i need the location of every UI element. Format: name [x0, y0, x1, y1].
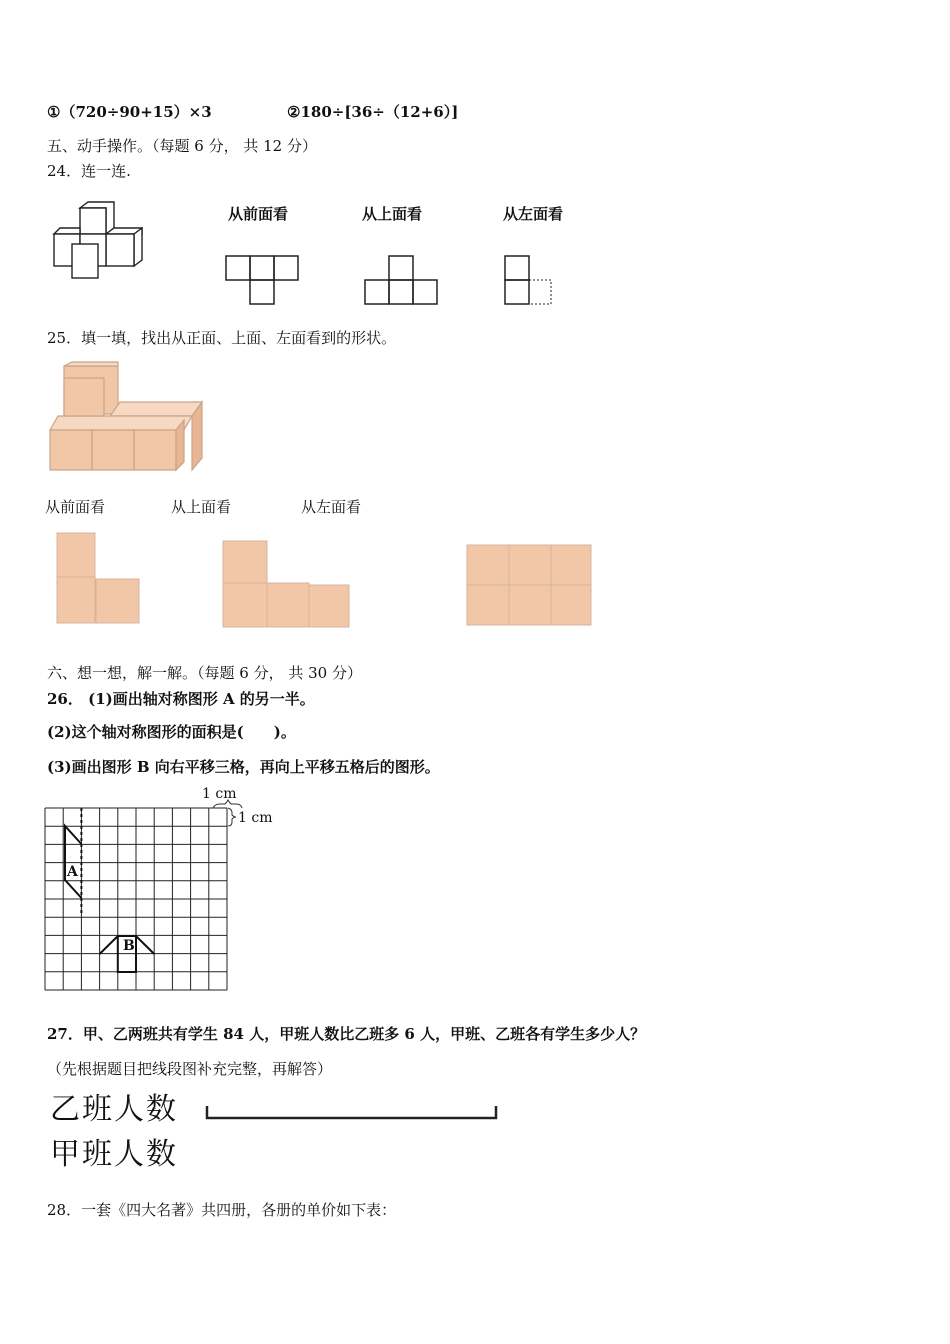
q24-front-label: 从前面看	[228, 205, 289, 223]
segment-yi[interactable]	[205, 1104, 500, 1122]
q25-shape-2[interactable]	[222, 540, 352, 630]
section-5-title: 五、动手操作。（每题 6 分， 共 12 分）	[47, 137, 317, 155]
figure-b-label: B	[123, 938, 135, 954]
expression-2: ②180÷[36÷（12+6）]	[287, 103, 459, 121]
q24-left-view[interactable]	[503, 254, 555, 306]
q26-line-3: (3)画出图形 B 向右平移三格，再向上平移五格后的图形。	[47, 758, 440, 776]
q26-line-2: (2)这个轴对称图形的面积是( )。	[47, 723, 296, 741]
q24-cube-figure	[50, 200, 150, 282]
q25-title: 25．填一填，找出从正面、上面、左面看到的形状。	[47, 329, 397, 347]
section-6-title: 六、想一想，解一解。（每题 6 分， 共 30 分）	[47, 664, 362, 682]
q24-top-label: 从上面看	[362, 205, 423, 223]
q27-line-2: （先根据题目把线段图补充完整，再解答）	[47, 1060, 333, 1078]
q25-top-label: 从上面看	[171, 498, 232, 516]
figure-a-label: A	[67, 864, 78, 880]
expression-1: ①（720÷90+15）×3	[47, 103, 212, 121]
q24-left-label: 从左面看	[503, 205, 564, 223]
label-yi-class: 乙班人数	[50, 1092, 178, 1127]
q25-shape-1[interactable]	[56, 532, 142, 626]
q25-cube-figure	[50, 362, 205, 474]
label-jia-class: 甲班人数	[50, 1137, 178, 1172]
unit-top-label: 1 cm	[202, 786, 237, 802]
q24-top-view[interactable]	[363, 254, 439, 306]
q27-line-1: 27．甲、乙两班共有学生 84 人，甲班人数比乙班多 6 人，甲班、乙班各有学生多少人？	[47, 1025, 646, 1043]
q24-front-view[interactable]	[224, 254, 300, 306]
q24-title: 24．连一连.	[47, 162, 131, 180]
segment-jia-blank[interactable]	[205, 1140, 500, 1174]
q26-line-1: 26． (1)画出轴对称图形 A 的另一半。	[47, 690, 315, 708]
q25-shape-3[interactable]	[466, 544, 594, 628]
q25-front-label: 从前面看	[45, 498, 106, 516]
q25-left-label: 从左面看	[301, 498, 362, 516]
unit-side-label: 1 cm	[238, 810, 273, 826]
q28-title: 28．一套《四大名著》共四册，各册的单价如下表：	[47, 1201, 397, 1219]
